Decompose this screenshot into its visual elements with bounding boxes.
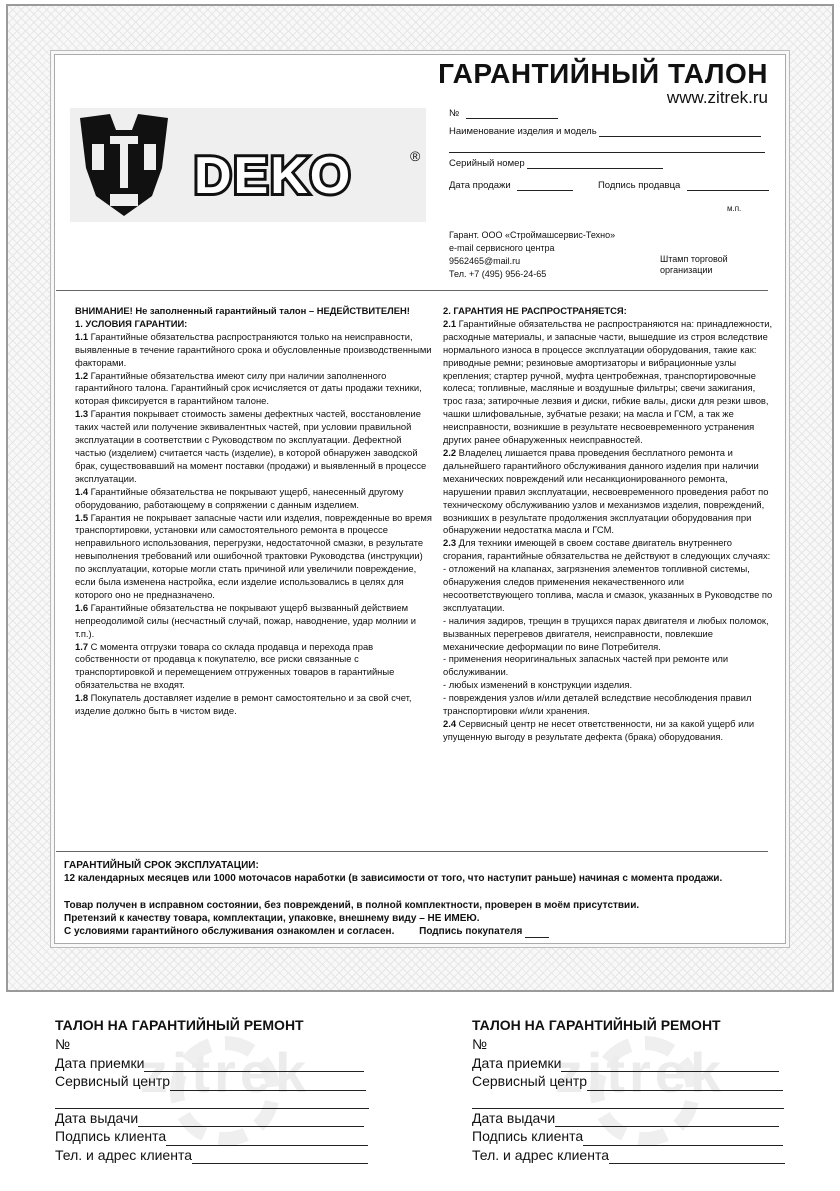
form-row-product: [449, 126, 761, 137]
clause-text: - любых изменений в конструкции изделия.: [443, 679, 633, 691]
clause-number: 1.2: [75, 369, 89, 381]
clause-text: Гарантийные обязательства не покрывают ущерб, нанесенный другому оборудованию, работающему в сопряжении с данным изделием.: [75, 485, 404, 510]
warranty-exclusions-column: [443, 305, 773, 744]
coupon-sign-field[interactable]: [166, 1132, 368, 1146]
clause-paragraph: [75, 602, 435, 641]
clause-paragraph: [443, 615, 773, 654]
clause-text: Гарантия покрывает стоимость замены дефектных частей, восстановление таких частей или получение эквивалентных частей, при условии правильной эксплуатации в соответствии с Руководством по эксплуатации. Дефектной частью (изделием) считается часть (изделие), в которой обнаружен заводской брак, существовавший на момент поставки (продажи) и выявленный в процессе эксплуатации.: [75, 408, 427, 484]
stamp-label: [660, 254, 728, 276]
guarantor-company: Гарант. ООО «Строймашсервис-Техно»: [449, 230, 616, 240]
clause-paragraph: [443, 679, 773, 692]
stamp-label-line2: организации: [660, 265, 713, 275]
product-field-extra[interactable]: [449, 143, 765, 153]
coupon-accept-date-row: [55, 1054, 375, 1072]
website-url[interactable]: www.zitrek.ru: [666, 88, 768, 107]
coupon-contact-row: [55, 1146, 375, 1164]
coupon-number-label: №: [472, 1036, 488, 1053]
warranty-term-text: 12 календарных месяцев или 1000 моточасов наработки (в зависимости от того, что наступит раньше) начиная с момента продажи.: [64, 873, 723, 884]
buyer-sign-label: Подпись покупателя: [419, 926, 523, 937]
acceptance-line1: Товар получен в исправном состоянии, без повреждений, в полной комплектности, проверен в моём присутствии.: [64, 900, 640, 911]
clause-text: Покупатель доставляет изделие в ремонт самостоятельно и за свой счет, изделие должно быть в чистом виде.: [75, 692, 412, 717]
clause-number: 1.7: [75, 640, 89, 652]
clause-paragraph: [75, 641, 435, 693]
coupon-service-field[interactable]: [170, 1077, 366, 1091]
clause-text: Сервисный центр не несет ответственности, ни за какой ущерб или упущенную выгоду в результате дефекта (брака) оборудования.: [443, 718, 755, 742]
clause-number: 2.3: [443, 537, 457, 549]
clause-number: ВНИМАНИЕ! Не заполненный гарантийный талон – НЕДЕЙСТВИТЕЛЕН!: [75, 305, 410, 316]
coupon-accept-date-label: Дата приемки: [472, 1054, 562, 1071]
clause-text: - наличия задиров, трещин в трущихся парах двигателя и любых поломок, вызванных перегревов двигателя, неисправности, повлекшие механические деформации по вине Потребителя.: [443, 614, 769, 652]
number-field[interactable]: [466, 109, 558, 119]
zitrek-watermark: zitrek: [139, 1041, 311, 1104]
clause-text: - применения неоригинальных запасных частей при ремонте или обслуживании.: [443, 653, 729, 678]
clause-text: Гарантийные обязательства распространяются только на неисправности, выявленные в течение гарантийного срока и обусловленные производственными факторами.: [75, 330, 432, 368]
clause-paragraph: [443, 692, 773, 718]
sale-date-label: Дата продажи: [449, 180, 511, 191]
coupon-blank-field[interactable]: [55, 1095, 369, 1109]
product-field[interactable]: [599, 127, 761, 137]
coupon-title: ТАЛОН НА ГАРАНТИЙНЫЙ РЕМОНТ: [472, 1017, 721, 1033]
product-label: Наименование изделия и модель: [449, 126, 597, 137]
acceptance-line3: [64, 925, 639, 938]
clause-text: Гарантийные обязательства не распространяются на: принадлежности, расходные материалы, и запасные части, вышедшие из строя вследствие нормального износа в процессе эксплуатации оборудования, такие как: приводные ремни; резиновые амортизаторы и вибрационные узлы крепления; стартер ручной, муфта центробежная, транспортировочные колеса; топливные, масляные и воздушные фильтры; свечи зажигания, трос газа; затирочные лезвия и диски, гибкие валы, диски для резки швов, чашки шлифовальные, зубчатые резаки; на масла и ГСМ, а так же неисправности, возникшие в результате несвоевременного устранения других ранее обнаруженных неисправностей.: [443, 317, 773, 446]
clause-text: Владелец лишается права проведения бесплатного ремонта и дальнейшего гарантийного обслуживания данного изделия при наличии механических повреждений или несанкционированного ремонта, нарушении правил эксплуатации, несвоевременного проведения работ по техническому обслуживанию узлов и механизмов изделия, повреждений, возникших в результате продолжения эксплуатации оборудования при обнаружении недостатка масла и ГСМ.: [443, 446, 769, 536]
deko-logo: [70, 108, 426, 222]
coupon-blank-field[interactable]: [472, 1095, 784, 1109]
repair-coupon-right: [472, 1016, 792, 1164]
coupon-blank-row: [55, 1091, 375, 1109]
seal-place-label: м.п.: [727, 204, 742, 213]
number-label: №: [449, 108, 460, 119]
coupon-accept-date-label: Дата приемки: [55, 1054, 145, 1071]
coupon-issue-date-row: [55, 1109, 375, 1127]
guarantor-email[interactable]: 9562465@mail.ru: [449, 256, 521, 266]
coupon-sign-field[interactable]: [583, 1132, 783, 1146]
clause-number: 2.4: [443, 718, 457, 729]
coupon-service-row: [55, 1072, 375, 1090]
form-row-number: [449, 108, 558, 119]
coupon-contact-row: [472, 1146, 792, 1164]
coupon-contact-field[interactable]: [192, 1150, 368, 1164]
coupon-accept-date-field[interactable]: [561, 1058, 779, 1072]
repair-coupon-left: [55, 1016, 375, 1164]
coupon-contact-label: Тел. и адрес клиента: [55, 1146, 192, 1163]
zitrek-watermark: zitrek: [554, 1041, 726, 1104]
serial-label: Серийный номер: [449, 158, 525, 169]
coupon-service-label: Сервисный центр: [472, 1073, 588, 1090]
coupon-number-label: №: [55, 1036, 71, 1053]
coupon-service-label: Сервисный центр: [55, 1073, 171, 1090]
clause-paragraph: [443, 318, 773, 447]
clause-text: Гарантийные обязательства имеют силу при наличии заполненного гарантийного талона. Гарантийный срок исчисляется от даты продажи техники, которая фиксируется в гарантийном талоне.: [75, 369, 422, 407]
buyer-sign-field[interactable]: [525, 927, 549, 938]
clause-paragraph: [75, 486, 435, 512]
warranty-conditions-column: [75, 305, 435, 718]
clause-paragraph: [443, 305, 773, 318]
acceptance-line2: Претензий к качеству товара, комплектации, упаковке, внешнему виду – НЕ ИМЕЮ.: [64, 913, 480, 924]
coupon-sign-label: Подпись клиента: [55, 1128, 167, 1145]
clause-paragraph: [443, 653, 773, 679]
clause-number: 1.8: [75, 692, 89, 704]
clause-text: Гарантия не покрывает запасные части или изделия, поврежденные во время транспортировки, установки или самостоятельного ремонта в процессе неправильного использования, перегрузки, недостаточной смазки, в результате невыполнения требований или ошибочной трактовки Руководства (инструкции) по эксплуатации, которые могли стать причиной или увеличили повреждение, если была изменена настройка, если изделие использовались в целях для которого оно не предназначено.: [75, 511, 432, 600]
logo-wordmark: DEKO: [194, 147, 353, 205]
clause-number: 2. ГАРАНТИЯ НЕ РАСПРОСТРАНЯЕТСЯ:: [443, 305, 627, 316]
coupon-title: ТАЛОН НА ГАРАНТИЙНЫЙ РЕМОНТ: [55, 1017, 304, 1033]
coupon-issue-date-field[interactable]: [138, 1113, 364, 1127]
warranty-term-heading: ГАРАНТИЙНЫЙ СРОК ЭКСПЛУАТАЦИИ:: [64, 860, 259, 871]
clause-paragraph: [75, 370, 435, 409]
clause-paragraph: [443, 537, 773, 563]
clause-text: - отложений на клапанах, загрязнения элементов топливной системы, обнаружения следов применения некачественного или несоответствующего топлива, масла и смазок, указанных в Руководстве по эксплуатации.: [443, 563, 773, 613]
clause-paragraph: [443, 563, 773, 615]
clause-number: 1.3: [75, 408, 89, 420]
form-row-serial: [449, 158, 663, 169]
clause-paragraph: [75, 692, 435, 718]
clause-paragraph: [443, 718, 773, 744]
clause-number: 1.4: [75, 485, 89, 497]
clause-number: 1. УСЛОВИЯ ГАРАНТИИ:: [75, 317, 188, 329]
clause-number: 1.6: [75, 601, 89, 613]
divider-top: [56, 290, 768, 291]
coupon-contact-label: Тел. и адрес клиента: [472, 1146, 609, 1163]
serial-field[interactable]: [527, 159, 663, 169]
seller-sign-label: Подпись продавца: [597, 180, 681, 191]
coupon-contact-field[interactable]: [609, 1150, 785, 1164]
clause-text: Гарантийные обязательства не покрывают ущерб вызванный действием непреодолимой силы (несчастный случай, пожар, наводнение, удар молнии и т.п.).: [75, 601, 417, 639]
coupon-blank-row: [472, 1091, 792, 1109]
clause-paragraph: [443, 447, 773, 537]
coupon-sign-label: Подпись клиента: [472, 1128, 584, 1145]
clause-text: - повреждения узлов и/или деталей вследствие несоблюдения правил транспортировки и/или хранения.: [443, 692, 752, 717]
coupon-issue-date-label: Дата выдачи: [472, 1109, 556, 1126]
clause-paragraph: [75, 305, 435, 318]
coupon-sign-row: [472, 1127, 792, 1145]
registered-mark: ®: [410, 148, 421, 164]
coupon-service-row: [472, 1072, 792, 1090]
stamp-label-line1: Штамп торговой: [660, 254, 728, 264]
clause-number: 1.5: [75, 511, 89, 523]
coupon-issue-date-row: [472, 1109, 792, 1127]
clause-text: Для техники имеющей в своем составе двигатель внутреннего сгорания, гарантийные обязательства не действуют в следующих случаях:: [443, 537, 771, 562]
divider-bottom: [56, 851, 768, 852]
coupon-accept-date-row: [472, 1054, 792, 1072]
coupon-number-row: [55, 1035, 375, 1053]
coupon-accept-date-field[interactable]: [144, 1058, 364, 1072]
coupon-sign-row: [55, 1127, 375, 1145]
acceptance-agree: С условиями гарантийного обслуживания ознакомлен и согласен.: [64, 926, 395, 937]
sale-date-field[interactable]: [517, 181, 573, 191]
guarantor-phone: Тел. +7 (495) 956-24-65: [449, 269, 547, 279]
clause-text: С момента отгрузки товара со склада продавца и перехода прав собственности от продавца к покупателю, все риски связанные с транспортировкой и перемещением отгруженных товаров в гарантийные обязательства не входят.: [75, 640, 395, 691]
warranty-term: [64, 859, 722, 885]
document-title: ГАРАНТИЙНЫЙ ТАЛОН: [438, 58, 768, 89]
guarantor-info: [449, 229, 615, 281]
coupon-service-field[interactable]: [587, 1077, 783, 1091]
coupon-number-row: [472, 1035, 792, 1053]
clause-paragraph: [75, 318, 435, 331]
acceptance-statement: [64, 899, 639, 938]
clause-number: 2.1: [443, 317, 457, 329]
coupon-issue-date-field[interactable]: [555, 1113, 779, 1127]
clause-paragraph: [75, 512, 435, 602]
guarantor-email-label: e-mail сервисного центра: [449, 243, 555, 253]
clause-number: 2.2: [443, 446, 457, 458]
seller-sign-field[interactable]: [687, 181, 769, 191]
form-row-product-extra: [449, 142, 765, 153]
coupon-issue-date-label: Дата выдачи: [55, 1109, 139, 1126]
clause-number: 1.1: [75, 330, 89, 342]
clause-paragraph: [75, 331, 435, 370]
clause-paragraph: [75, 408, 435, 485]
form-row-sale-date: [449, 180, 769, 191]
